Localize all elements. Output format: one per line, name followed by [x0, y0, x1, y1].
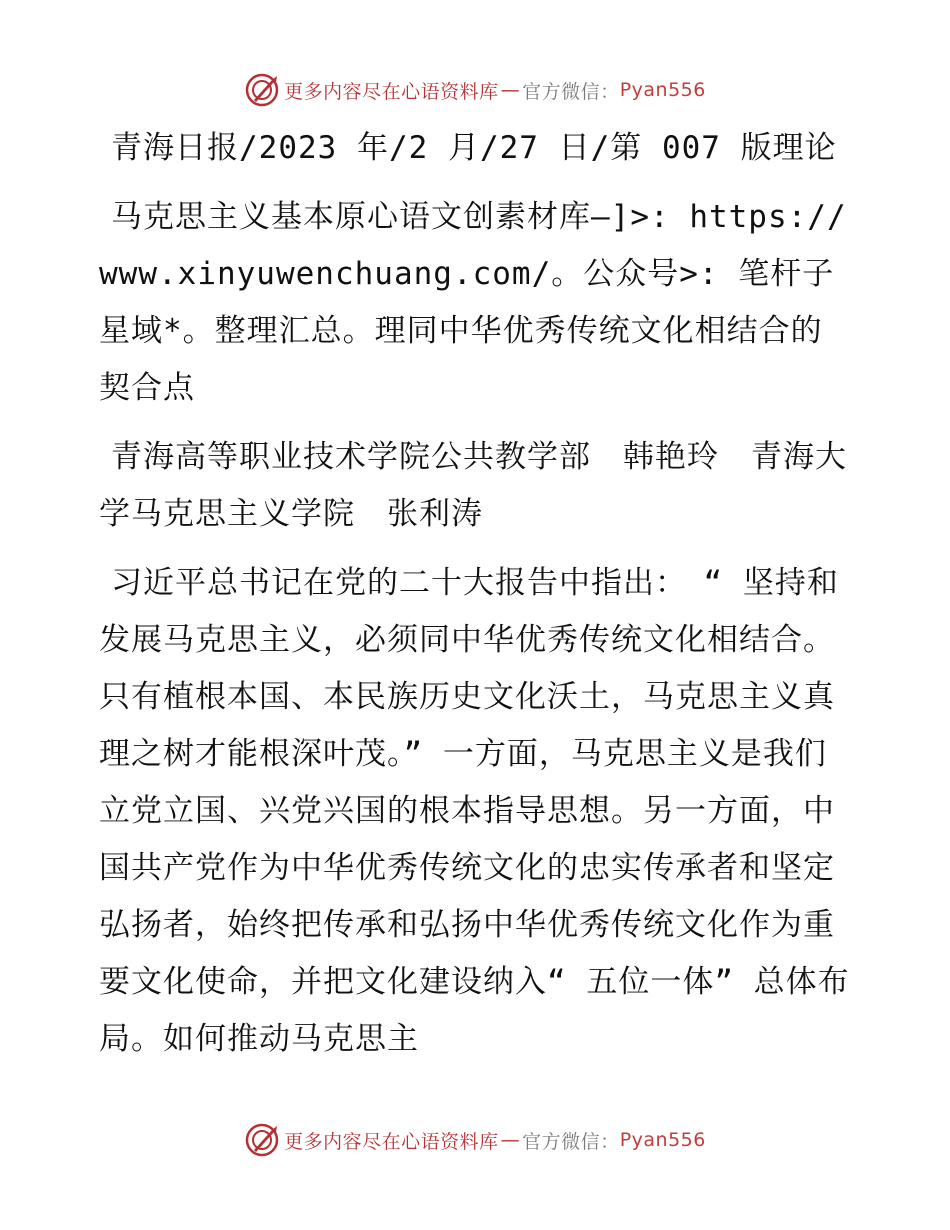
promo-text: 更多内容尽在心语资料库	[284, 80, 499, 103]
article-body: 习近平总书记在党的二十大报告中指出： “ 坚持和发展马克思主义，必须同中华优秀传统文化相结合。只有植根本国、本民族历史文化沃土，马克思主义真理之树才能根深叶茂。” 一方面，马克思主义是我们立党立国、兴党兴国的根本指导思想。另一方面，中国共产党作为中华优秀传统文化的忠实传承者和坚定弘扬者，始终把传承和弘扬中华优秀传统文化作为重要文化使命，并把文化建设纳入“ 五位一体” 总体布局。如何推动马克思主	[99, 565, 850, 1057]
article-authors: 青海高等职业技术学院公共教学部 韩艳玲 青海大学马克思主义学院 张利涛	[99, 439, 847, 532]
article-title-block: 马克思主义基本原心语文创素材库—]>: https://www.xinyuwenchuang.com/。公众号>: 笔杆子星域*。整理汇总。理同中华优秀传统文化相结合的契合点	[99, 199, 847, 406]
banner-separator: —	[500, 1129, 521, 1151]
promo-text: 更多内容尽在心语资料库	[284, 1130, 499, 1153]
banner-separator: —	[500, 79, 521, 101]
footer-watermark-banner	[0, 1120, 950, 1160]
header-watermark-banner	[0, 70, 950, 110]
wechat-label: 官方微信：	[522, 1130, 620, 1153]
newspaper-header: 青海日报/2023 年/2 月/27 日/第 007 版理论	[111, 130, 837, 166]
brand-logo-icon	[244, 72, 280, 108]
wechat-label: 官方微信：	[522, 80, 620, 103]
brand-logo-icon	[244, 1122, 280, 1158]
wechat-id: Pyan556	[619, 1129, 706, 1151]
wechat-id: Pyan556	[619, 79, 706, 101]
document-content	[99, 120, 851, 1080]
